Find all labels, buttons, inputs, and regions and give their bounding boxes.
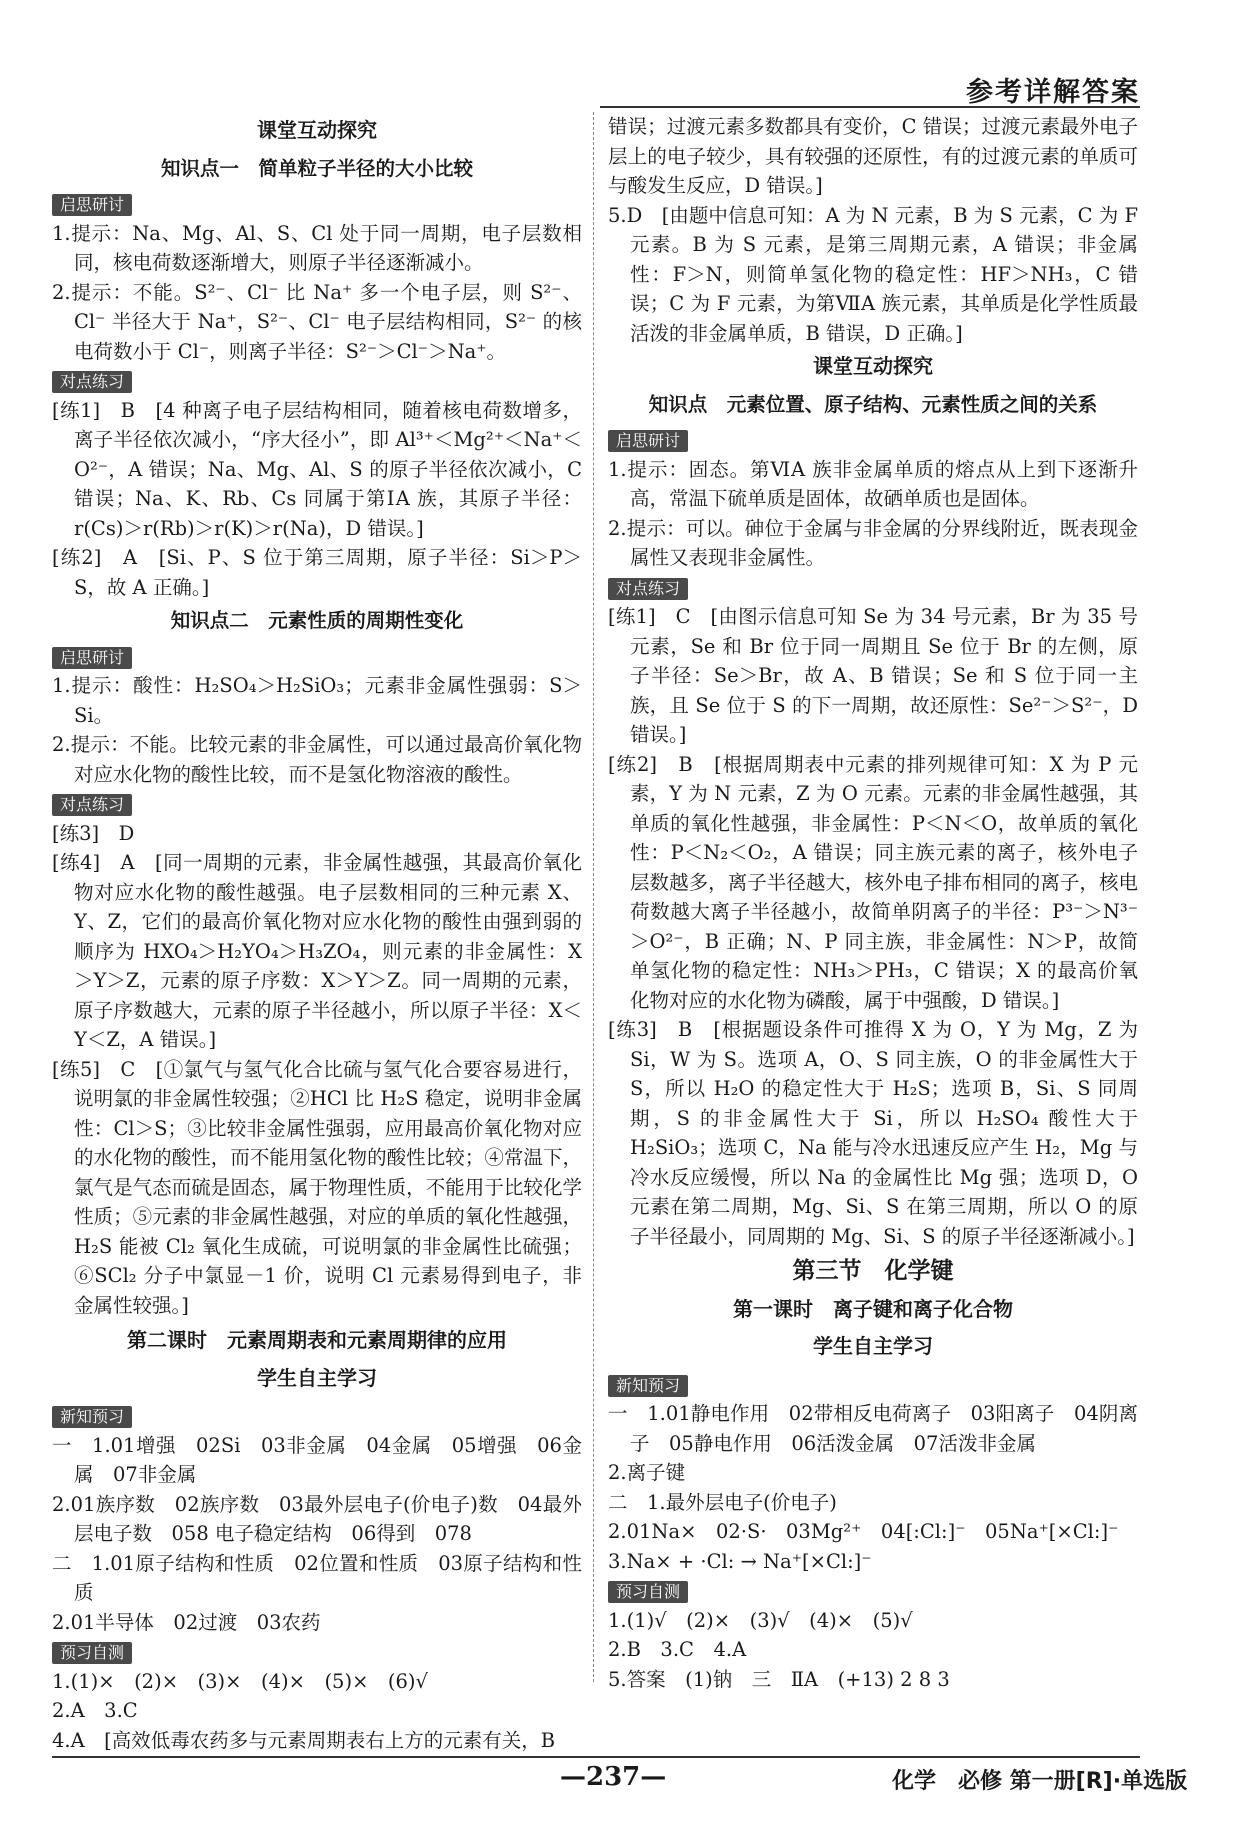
left-column — [52, 112, 582, 1755]
answer-line: 2.01Na× 02·S· 03Mg²⁺ 04[:Cl:]⁻ 05Na⁺[×Cl:]⁻ — [608, 1520, 1119, 1543]
answer-line: 一 1.01增强 02Si 03非金属 04金属 05增强 06金属 07非金属 — [52, 1433, 582, 1486]
tag-qisi: 启思研讨 — [52, 647, 132, 669]
column-divider — [593, 112, 594, 1682]
answer-line: 错误；过渡元素多数都具有变价，C 错误；过渡元素最外电子层上的电子较少，具有较强的还原性，有的过渡元素的单质可与酸发生反应，D 错误。] — [608, 115, 1138, 197]
answer-line: 4.A [高效低毒农药多与元素周期表右上方的元素有关，B — [52, 1728, 556, 1752]
answer-line: 2.01半导体 02过渡 03农药 — [52, 1610, 321, 1634]
answer-line: [练1] B [4 种离子电子层结构相同，随着核电荷数增多，离子半径依次减小，“序大径小”，即 Al³⁺＜Mg²⁺＜Na⁺＜O²⁻，A 错误；Na、Mg、Al、S 的原子半径依次减小，C 错误；Na、K、Rb、Cs 同属于第ⅠA 族，其原子半径：r(Cs)＞r(Rb)＞r(K)＞r(Na)，D 错误。] — [52, 398, 582, 540]
right-column — [608, 112, 1138, 1694]
answer-line: 5.答案 (1)钠 三 ⅡA (+13) 2 8 3 — [608, 1667, 950, 1691]
footer-rule — [52, 1756, 1140, 1758]
lesson-title: 第一课时 离子键和离子化合物 — [733, 1296, 1013, 1321]
answer-line: 1.(1)× (2)× (3)× (4)× (5)× (6)√ — [52, 1669, 428, 1693]
page-number: —237— — [560, 1762, 667, 1792]
section-title: 课堂互动探究 — [813, 354, 933, 378]
answer-line: 2.提示：不能。比较元素的非金属性，可以通过最高价氧化物对应水化物的酸性比较，而不是氢化物溶液的酸性。 — [52, 733, 582, 786]
answer-line: [练1] C [由图示信息可知 Se 为 34 号元素，Br 为 35 号元素，Se 和 Br 位于同一周期且 Se 位于 Br 的左侧，原子半径：Se＞Br，故 A、B 错误；Se 和 S 位于同一主族，且 Se 位于 S 的下一周期，故还原性：Se²⁻＞S²⁻，D 错误。] — [608, 605, 1138, 746]
header-title: 参考详解答案 — [966, 77, 1140, 108]
section-title: 第三节 化学键 — [792, 1258, 954, 1284]
answer-line: [练3] B [根据题设条件可推得 X 为 O，Y 为 Mg，Z 为 Si，W 为 S。选项 A，O、S 同主族，O 的非金属性大于 S，所以 H₂O 的稳定性大于 H₂S；选项 B，Si、S 同周期，S 的非金属性大于 Si，所以 H₂SO₄ 酸性大于 H₂SiO₃；选项 C，Na 能与冷水迅速反应产生 H₂，Mg 与冷水反应缓慢，所以 Na 的金属性比 Mg 强；选项 D，O 元素在第二周期，Mg、Si、S 在第三周期，所以 O 的原子半径最小，同周期的 Mg、Si、S 的原子半径逐渐减小。] — [608, 1018, 1138, 1248]
answer-line: 1.提示：固态。第ⅥA 族非金属单质的熔点从上到下逐渐升高，常温下硫单质是固体，故硒单质也是固体。 — [608, 457, 1138, 510]
subsection-title: 学生自主学习 — [813, 1334, 933, 1358]
answer-line: 1.(1)√ (2)× (3)√ (4)× (5)√ — [608, 1608, 913, 1632]
answer-line: 2.A 3.C — [52, 1699, 138, 1722]
section-title: 课堂互动探究 — [257, 118, 377, 142]
answer-line: [练2] B [根据周期表中元素的排列规律可知：X 为 P 元素，Y 为 N 元素，Z 为 O 元素。元素的非金属性越强，其单质的氧化性越强，非金属性：P＜N＜O，故单质的氧化性：P＜N₂＜O₂，A 错误；同主族元素的离子，核外电子层数越多，离子半径越大，核外电子排布相同的离子，核电荷数越大离子半径越小，故简单阴离子的半径：P³⁻＞N³⁻＞O²⁻，B 正确；N、P 同主族，非金属性：N＞P，故简单氢化物的稳定性：NH₃＞PH₃，C 错误；X 的最高价氧化物对应的水化物为磷酸，属于中强酸，D 错误。] — [608, 752, 1138, 1012]
tag-yuxi: 预习自测 — [52, 1642, 132, 1664]
knowledge-point-title: 知识点二 元素性质的周期性变化 — [170, 609, 464, 632]
answer-line: [练4] A [同一周期的元素，非金属性越强，其最高价氧化物对应水化物的酸性越强。电子层数相同的三种元素 X、Y、Z，它们的最高价氧化物对应水化物的酸性由强到弱的顺序为 HXO₄＞H₂YO₄＞H₃ZO₄，则元素的非金属性：X＞Y＞Z，元素的原子序数：X＞Y＞Z。同一周期的元素，原子序数越大，元素的原子半径越小，所以原子半径：X＜Y＜Z，A 错误。] — [52, 851, 582, 1051]
subsection-title: 学生自主学习 — [257, 1365, 377, 1390]
answer-line: 5.D [由题中信息可知：A 为 N 元素，B 为 S 元素，C 为 F 元素。B 为 S 元素，是第三周期元素，A 错误；非金属性：F＞N，则简单氢化物的稳定性：HF＞NH₃，C 错误；C 为 F 元素，为第ⅦA 族元素，其单质是化学性质最活泼的非金属单质，B 错误，D 正确。] — [608, 203, 1138, 345]
answer-line: [练5] C [①氯气与氢气化合比硫与氢气化合要容易进行，说明氯的非金属性较强；②HCl 比 H₂S 稳定，说明非金属性：Cl＞S；③比较非金属性强弱，应用最高价氧化物对应的水化物的酸性，而不能用氢化物的酸性比较；④常温下，氯气是气态而硫是固态，属于物理性质，不能用于比较化学性质；⑤元素的非金属性越强，对应的单质的氧化性越强，H₂S 能被 Cl₂ 氧化生成硫，可说明氯的非金属性比硫强；⑥SCl₂ 分子中氯显－1 价，说明 Cl 元素易得到电子，非金属性较强。] — [52, 1057, 582, 1317]
knowledge-point-title: 知识点一 简单粒子半径的大小比较 — [160, 156, 473, 180]
tag-duidian: 对点练习 — [52, 371, 132, 393]
tag-duidian: 对点练习 — [608, 578, 688, 600]
answer-line: 二 1.最外层电子(价电子) — [608, 1490, 837, 1514]
answer-line: 二 1.01原子结构和性质 02位置和性质 03原子结构和性质 — [52, 1551, 582, 1604]
answer-line: 3.Na× + ·Cl: → Na⁺[×Cl:]⁻ — [608, 1549, 872, 1573]
tag-qisi: 启思研讨 — [608, 430, 688, 452]
answer-line: 2.01族序数 02族序数 03最外层电子(价电子)数 04最外层电子数 058 电子稳定结构 06得到 078 — [52, 1492, 582, 1545]
tag-duidian: 对点练习 — [52, 794, 132, 816]
tag-xinzhi: 新知预习 — [608, 1375, 688, 1397]
lesson-title: 第二课时 元素周期表和元素周期律的应用 — [127, 1328, 507, 1352]
header-rule — [600, 106, 1140, 108]
answer-line: 1.提示：酸性：H₂SO₄＞H₂SiO₃；元素非金属性强弱：S＞Si。 — [52, 674, 582, 727]
answer-line: 2.离子键 — [608, 1461, 686, 1484]
answer-line: [练3] D — [52, 821, 135, 845]
answer-line: 2.B 3.C 4.A — [608, 1638, 747, 1661]
tag-yuxi: 预习自测 — [608, 1581, 688, 1603]
answer-line: 一 1.01静电作用 02带相反电荷离子 03阳离子 04阴离子 05静电作用 06活泼金属 07活泼非金属 — [608, 1402, 1138, 1455]
answer-line: 2.提示：不能。S²⁻、Cl⁻ 比 Na⁺ 多一个电子层，则 S²⁻、Cl⁻ 半径大于 Na⁺，S²⁻、Cl⁻ 电子层结构相同，S²⁻ 的核电荷数小于 Cl⁻，则离子半径：S²⁻＞Cl⁻＞Na⁺。 — [52, 280, 582, 363]
tag-qisi: 启思研讨 — [52, 194, 132, 216]
answer-line: 1.提示：Na、Mg、Al、S、Cl 处于同一周期，电子层数相同，核电荷数逐渐增大，则原子半径逐渐减小。 — [52, 221, 582, 274]
book-title: 化学 必修 第一册[R]·单选版 — [892, 1769, 1188, 1794]
knowledge-point-title: 知识点 元素位置、原子结构、元素性质之间的关系 — [648, 392, 1098, 416]
answer-line: 2.提示：可以。砷位于金属与非金属的分界线附近，既表现金属性又表现非金属性。 — [608, 516, 1138, 569]
answer-line: [练2] A [Si、P、S 位于第三周期，原子半径：Si＞P＞S，故 A 正确。] — [52, 546, 582, 599]
tag-xinzhi: 新知预习 — [52, 1406, 132, 1428]
